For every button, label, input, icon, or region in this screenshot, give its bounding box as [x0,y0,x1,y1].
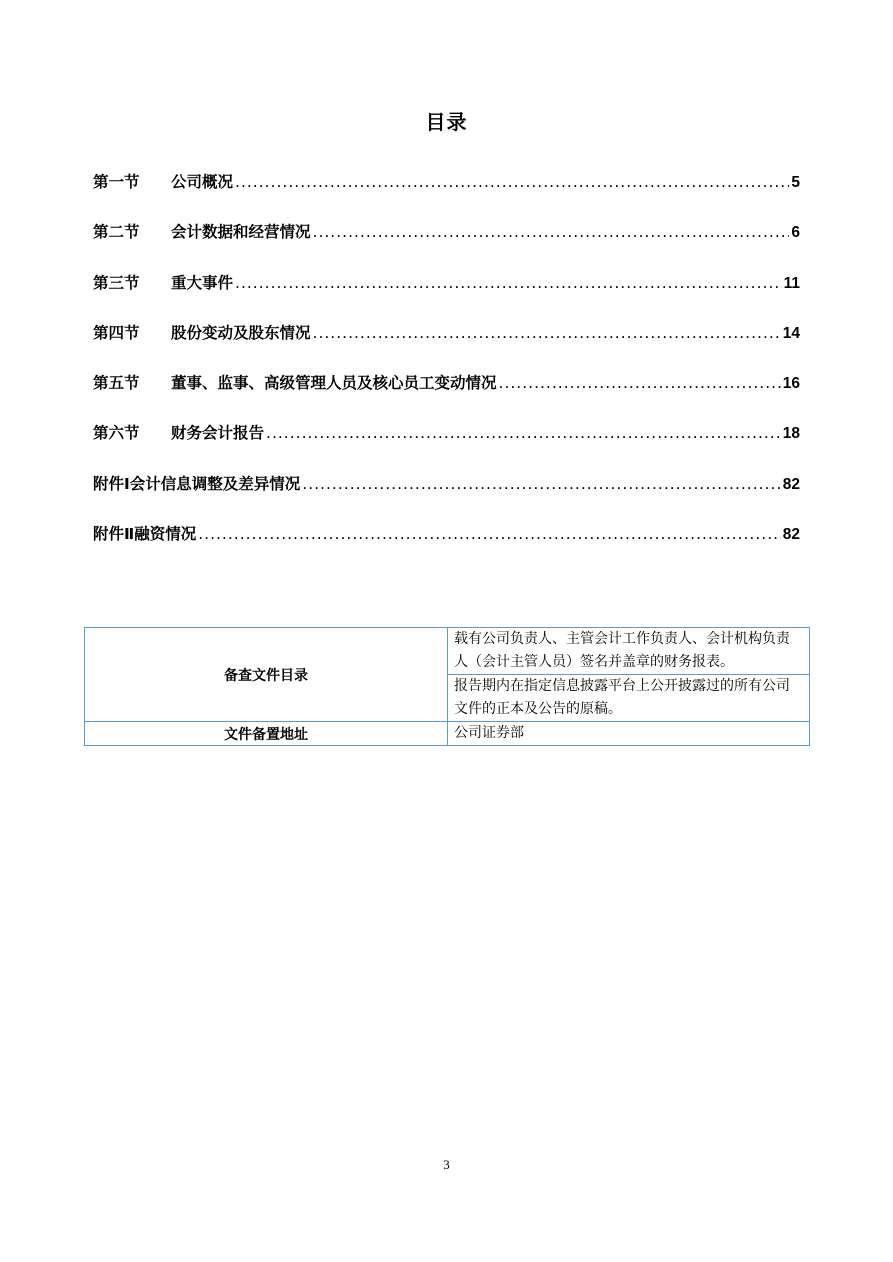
reference-file-item: 载有公司负责人、主管会计工作负责人、会计机构负责人（会计主管人员）签名并盖章的财务报表。 [448,628,810,675]
toc-leader-dots [198,522,781,547]
reference-files-label: 备查文件目录 [85,628,448,722]
toc-leader-dots [302,472,780,497]
toc-section-name: 公司概况 [171,173,234,191]
toc-leader-dots [313,220,790,245]
toc-section-name: 财务会计报告 [171,424,265,443]
toc-entry-label [93,522,196,547]
table-row [85,628,810,675]
reference-files-table [84,627,810,746]
toc-section-name: 董事、监事、高级管理人员及核心员工变动情况 [171,374,497,393]
toc-entry-label [93,271,233,296]
toc-entry[interactable] [93,371,800,396]
toc-page-number: 5 [791,174,800,191]
toc-section-number: 第三节 [93,273,140,292]
toc-entry-label [93,170,233,195]
toc-entry-label [93,220,311,245]
toc-page-number: 82 [782,475,800,493]
toc-section-name: 重大事件 [171,273,234,292]
toc-page-number: 16 [782,375,800,393]
toc-page-number: 6 [791,224,800,242]
table-row [85,722,810,746]
toc-entry-label [93,371,497,396]
toc-leader-dots [313,321,781,346]
toc-entry[interactable] [93,220,800,245]
toc-entry[interactable] [93,522,800,547]
toc-entry-label [93,421,264,446]
toc-section-number: 第五节 [93,374,140,393]
toc-section-number: 第六节 [93,424,140,443]
toc-entry[interactable] [93,472,800,497]
toc-leader-dots [235,271,782,296]
page-title: 目录 [425,110,468,134]
file-location-value: 公司证券部 [448,722,810,746]
table-of-contents [93,170,800,572]
toc-section-number: 第二节 [93,223,140,242]
toc-entry[interactable] [93,321,800,346]
toc-section-number: 第四节 [93,323,140,342]
toc-section-name: 会计数据和经营情况 [171,223,311,242]
toc-entry[interactable] [93,271,800,296]
toc-leader-dots [499,371,781,396]
reference-file-item: 报告期内在指定信息披露平台上公开披露过的所有公司文件的正本及公告的原稿。 [448,675,810,722]
toc-page-number: 82 [782,526,800,544]
toc-entry-label [93,321,311,346]
toc-entry[interactable] [93,421,800,446]
toc-page-number: 11 [783,274,800,292]
file-location-label: 文件备置地址 [85,722,448,746]
toc-leader-dots [235,170,789,195]
toc-entry-label [93,472,300,497]
page-number: 3 [443,1157,450,1172]
toc-section-name: 附件Ⅰ会计信息调整及差异情况 [93,474,301,493]
toc-entry[interactable] [93,170,800,195]
toc-leader-dots [266,421,781,446]
toc-section-name: 附件Ⅱ融资情况 [93,525,197,544]
toc-page-number: 14 [782,324,800,342]
toc-section-name: 股份变动及股东情况 [171,323,311,342]
toc-page-number: 18 [782,425,800,443]
toc-section-number: 第一节 [93,173,140,191]
